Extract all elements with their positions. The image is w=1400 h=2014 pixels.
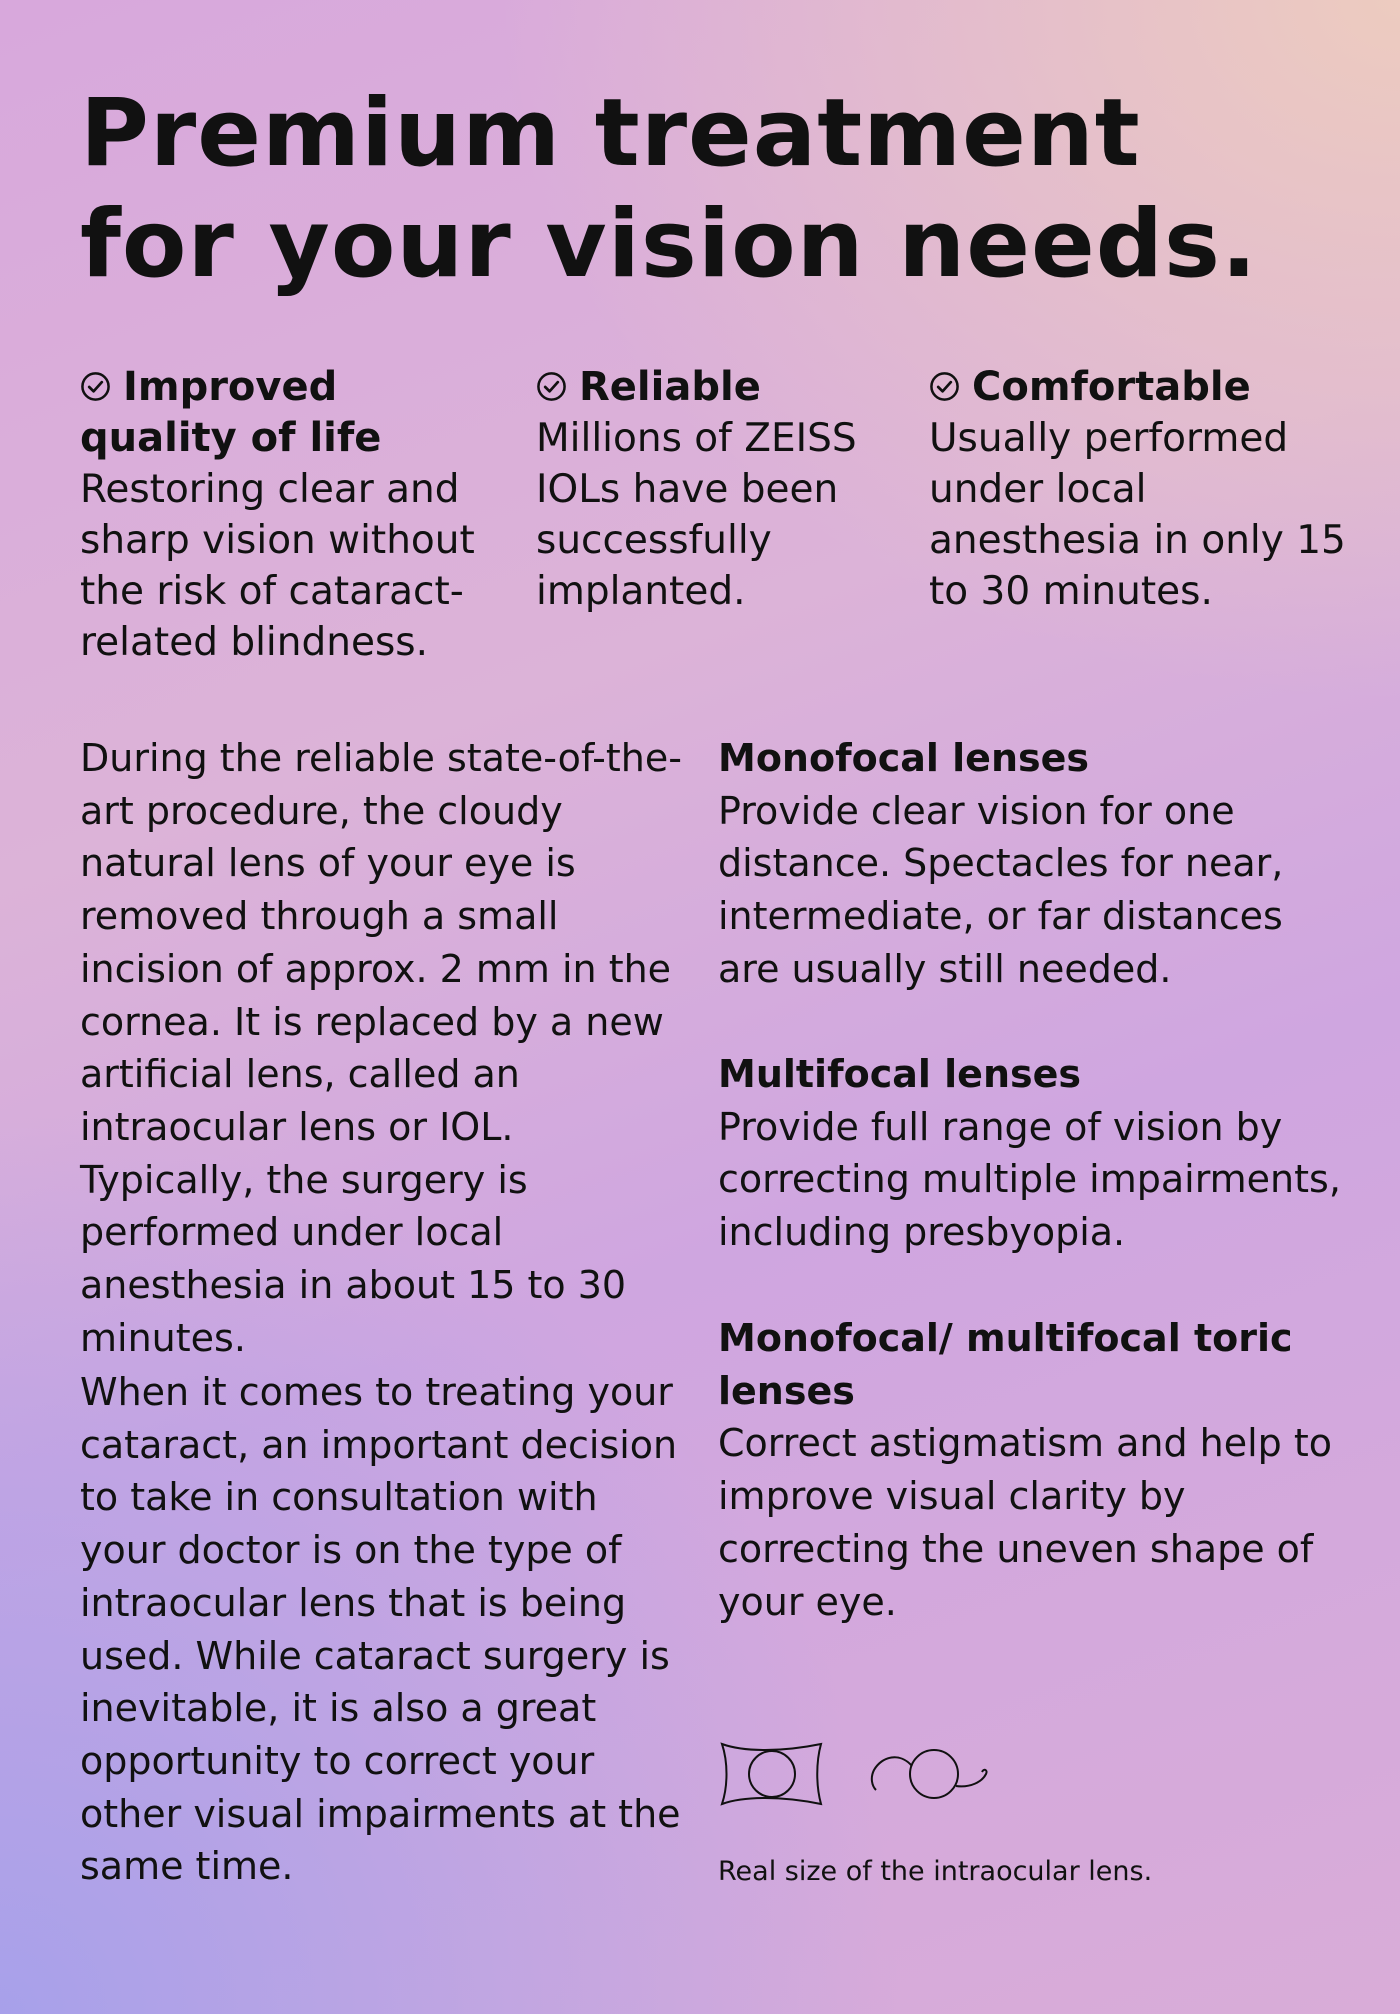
check-circle-icon [929,371,960,402]
plate-haptic-lens-icon [722,1744,821,1804]
lens-heading: Monofocal/ multifocal toric lenses [718,1316,1293,1413]
feature-improved-quality [80,362,480,668]
title-line-2: for your vision needs. [80,190,1258,299]
feature-body: Usually performed under local anesthesia in only 15 to 30 minutes. [929,416,1346,614]
lens-description: Provide clear vision for one distance. Spectacles for near, intermediate, or far distances are usually still needed. [718,788,1284,991]
feature-heading-row [929,362,1369,413]
lens-heading: Multifocal lenses [718,1052,1082,1096]
check-circle-icon [80,371,111,402]
feature-heading: Comfortable [972,364,1251,410]
c-loop-haptic-lens-icon [872,1750,987,1798]
lens-description: Provide full range of vision by correcting multiple impairments, including presbyopia. [718,1104,1341,1255]
procedure-paragraph: During the reliable state-of-the-art procedure, the cloudy natural lens of your eye is removed through a small incision of approx. 2 mm in the cornea. It is replaced by a new artificial lens, called an intraocular lens or IOL. Typically, the surgery is performed under local anesthesia in about 15 to 30 minutes. [80,736,682,1360]
lens-size-caption: Real size of the intraocular lens. [718,1856,1153,1887]
page-title [80,78,1340,300]
lens-type-multifocal [718,1048,1348,1259]
title-line-1: Premium treatment [80,79,1141,188]
lens-type-monofocal [718,732,1348,996]
feature-body: Restoring clear and sharp vision without the risk of cataract-related blindness. [80,467,475,665]
feature-heading-row [80,362,480,464]
feature-reliable [536,362,896,617]
feature-heading: Reliable [579,364,761,410]
lens-heading: Monofocal lenses [718,736,1090,780]
feature-body: Millions of ZEISS IOLs have been successfully implanted. [536,416,857,614]
check-circle-icon [536,371,567,402]
feature-heading-row [536,362,896,413]
lens-illustrations [716,1738,1016,1818]
lens-type-toric [718,1312,1348,1628]
lens-description: Correct astigmatism and help to improve visual clarity by correcting the uneven shape of your eye. [718,1421,1333,1624]
feature-comfortable [929,362,1369,617]
feature-heading: Improved quality of life [80,364,382,461]
consultation-paragraph: When it comes to treating your cataract, an important decision to take in consultation with your doctor is on the type of intraocular lens that is being used. While cataract surgery is inevitable, it is also a great opportunity to correct your other visual impairments at the same time. [80,1370,681,1889]
